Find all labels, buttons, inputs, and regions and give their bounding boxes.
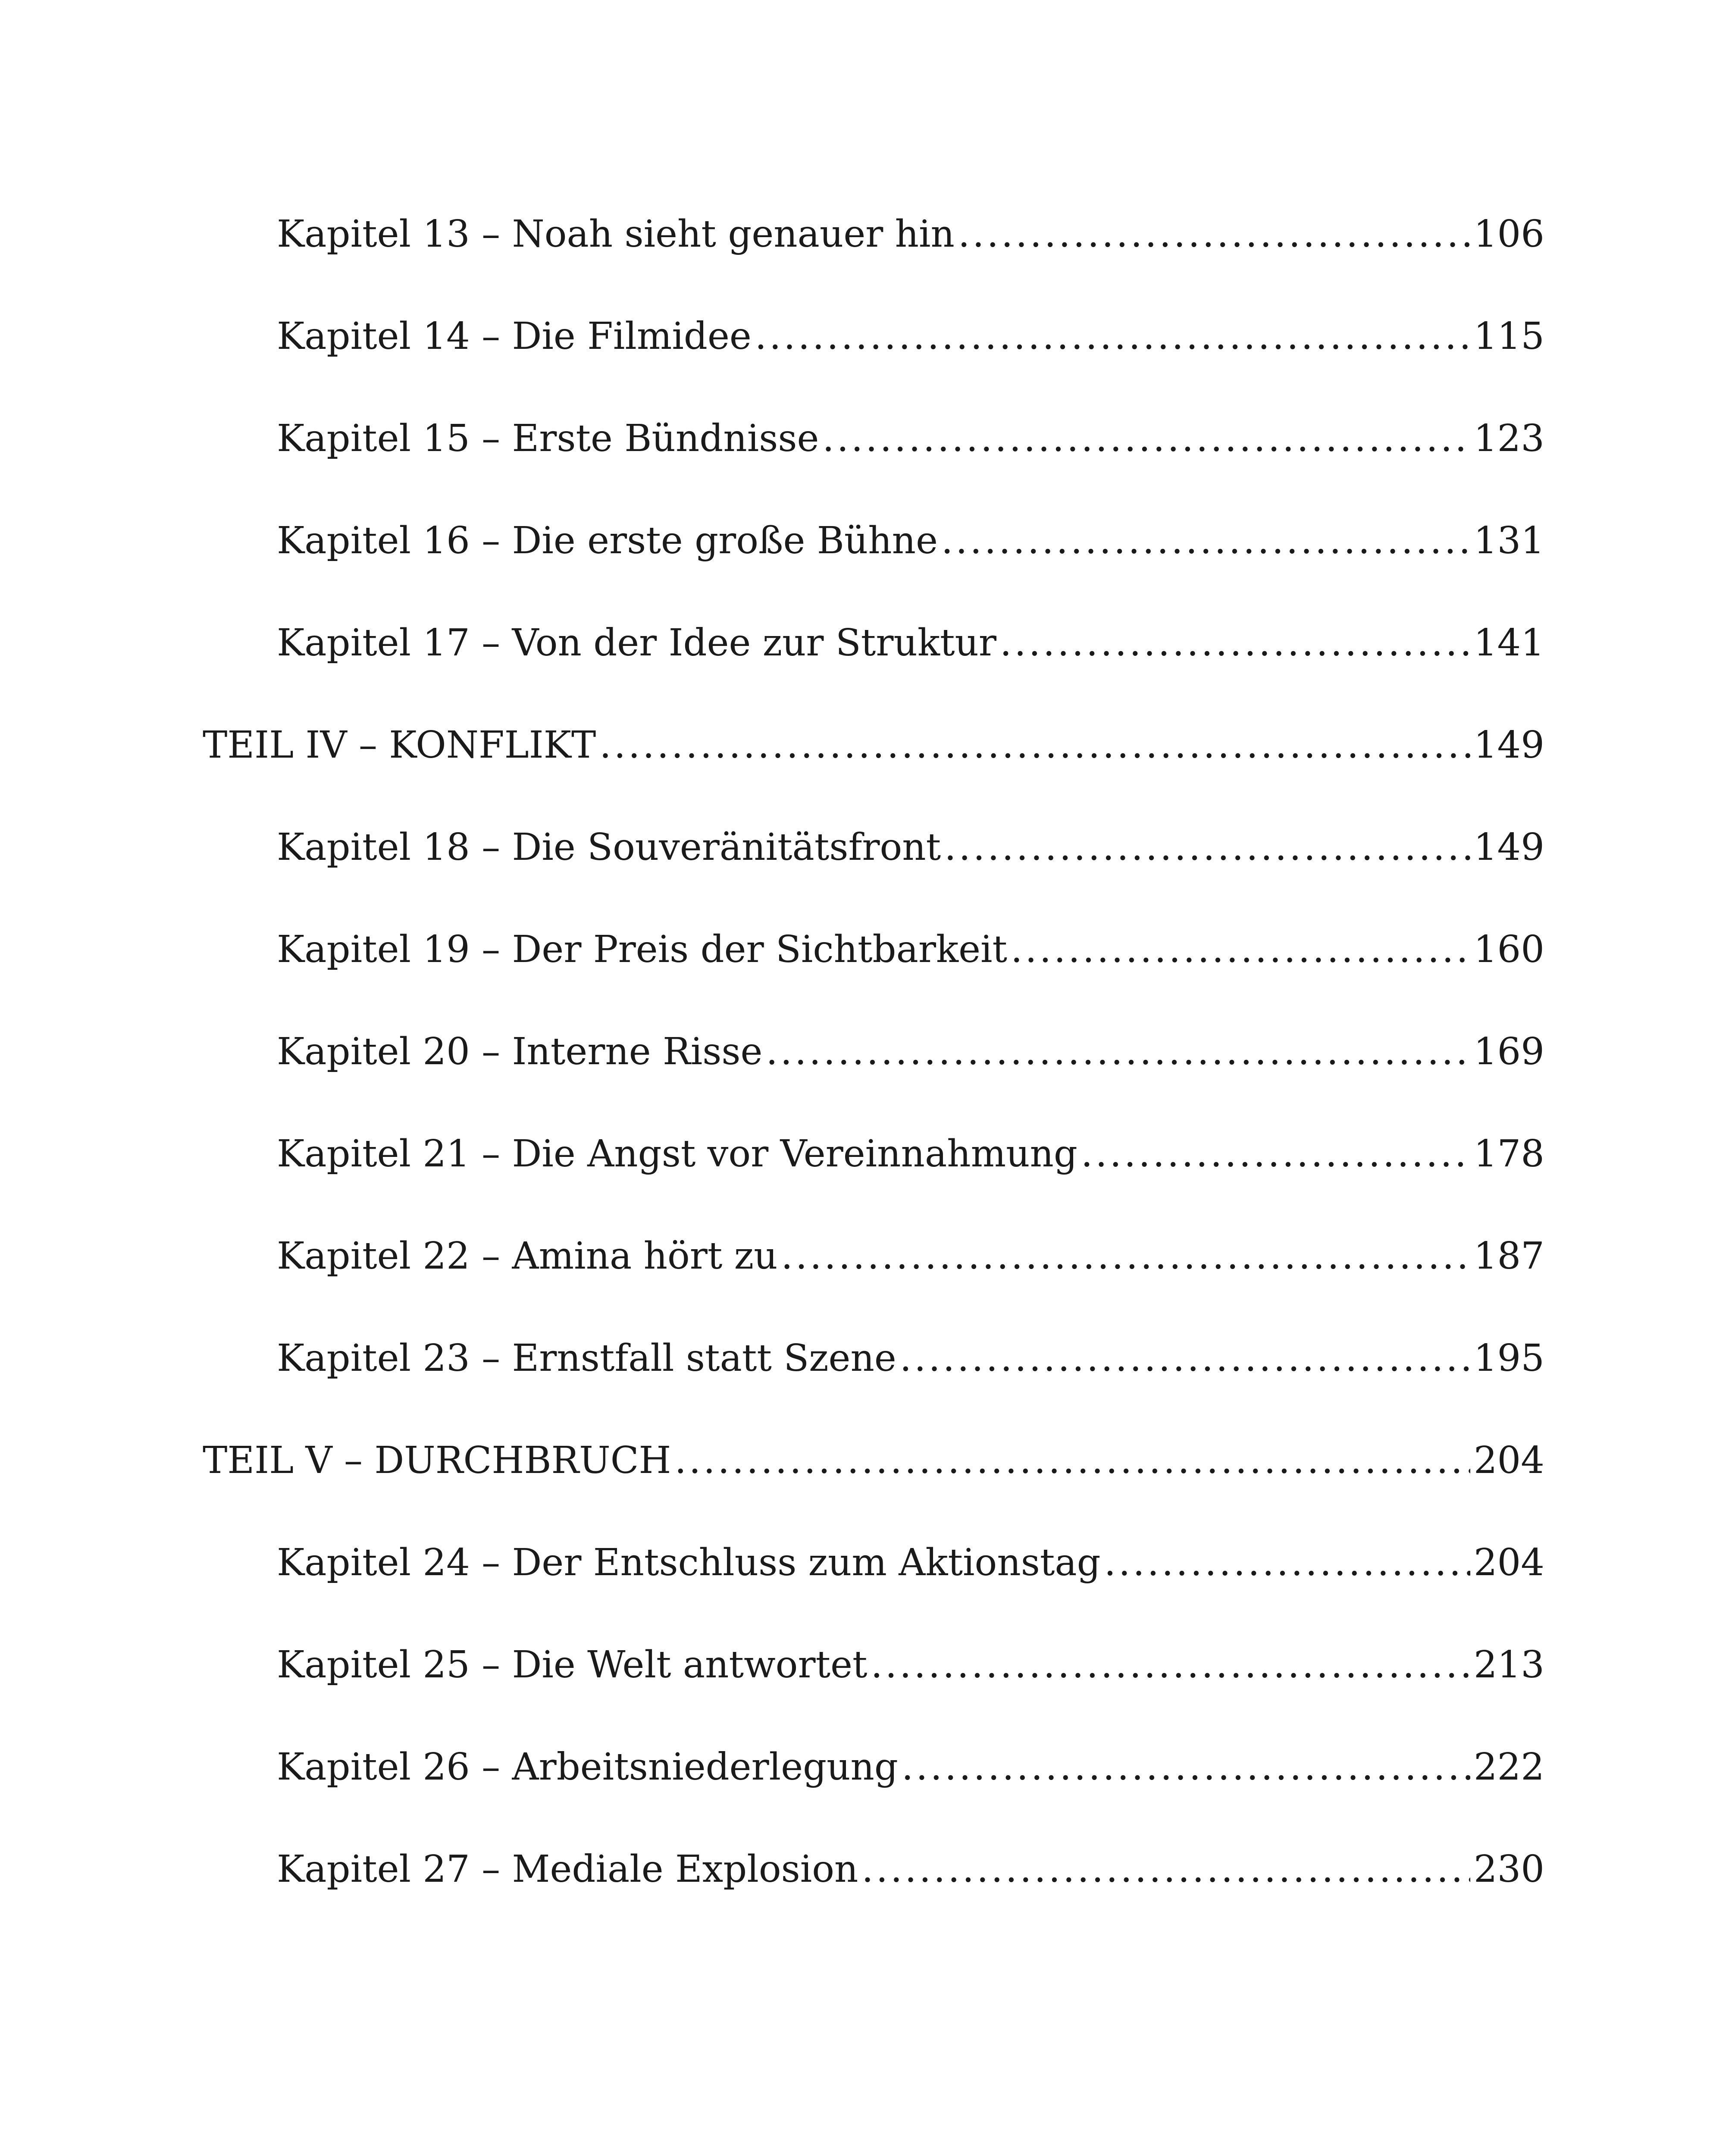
toc-entry-title: Kapitel 14 – Die Filmidee: [277, 315, 752, 358]
dot-leader: [958, 206, 1470, 262]
dot-leader: [861, 1841, 1470, 1897]
toc-entry-chapter-16: [277, 513, 1544, 569]
toc-entry-page: 115: [1473, 315, 1544, 358]
dot-leader: [871, 1637, 1470, 1693]
dot-leader: [599, 717, 1470, 773]
dot-leader: [944, 819, 1470, 875]
toc-entry-page: 149: [1473, 826, 1544, 869]
toc-entry-page: 230: [1473, 1848, 1544, 1891]
toc-entry-title: Kapitel 17 – Von der Idee zur Struktur: [277, 621, 997, 664]
toc-entry-title: Kapitel 25 – Die Welt antwortet: [277, 1643, 868, 1686]
dot-leader: [1000, 615, 1470, 671]
toc-entry-title: Kapitel 18 – Die Souveränitätsfront: [277, 826, 941, 869]
dot-leader: [755, 308, 1470, 364]
toc-entry-chapter-26: [277, 1739, 1544, 1795]
toc-entry-chapter-19: [277, 921, 1544, 978]
toc-entry-title: TEIL V – DURCHBRUCH: [203, 1439, 671, 1482]
toc-entry-page: 195: [1473, 1337, 1544, 1380]
toc-entry-page: 204: [1473, 1541, 1544, 1584]
toc-entry-title: Kapitel 27 – Mediale Explosion: [277, 1848, 858, 1891]
toc-entry-chapter-23: [277, 1330, 1544, 1386]
toc-entry-chapter-21: [277, 1126, 1544, 1182]
dot-leader: [822, 411, 1470, 467]
toc-entry-chapter-20: [277, 1024, 1544, 1080]
toc-entry-title: Kapitel 16 – Die erste große Bühne: [277, 519, 938, 562]
toc-entry-title: Kapitel 22 – Amina hört zu: [277, 1235, 778, 1278]
toc-entry-title: Kapitel 13 – Noah sieht genauer hin: [277, 213, 955, 256]
toc-entry-chapter-18: [277, 819, 1544, 875]
dot-leader: [1104, 1535, 1470, 1591]
toc-entry-page: 222: [1473, 1745, 1544, 1789]
toc-entry-title: Kapitel 19 – Der Preis der Sichtbarkeit: [277, 928, 1008, 971]
toc-entry-part-4: [203, 717, 1544, 773]
toc-entry-page: 160: [1473, 928, 1544, 971]
toc-entry-title: Kapitel 24 – Der Entschluss zum Aktionstag: [277, 1541, 1101, 1584]
toc-entry-chapter-17: [277, 615, 1544, 671]
toc-entry-chapter-13: [277, 206, 1544, 262]
dot-leader: [1081, 1126, 1470, 1182]
toc-entry-page: 141: [1473, 621, 1544, 664]
toc-entry-title: TEIL IV – KONFLIKT: [203, 724, 596, 767]
dot-leader: [902, 1739, 1470, 1795]
toc-entry-page: 204: [1473, 1439, 1544, 1482]
toc-entry-chapter-27: [277, 1841, 1544, 1897]
toc-entry-title: Kapitel 15 – Erste Bündnisse: [277, 417, 819, 460]
toc-entry-part-5: [203, 1432, 1544, 1489]
toc-entry-page: 149: [1473, 724, 1544, 767]
dot-leader: [900, 1330, 1470, 1386]
dot-leader: [941, 513, 1470, 569]
toc-entry-title: Kapitel 26 – Arbeitsniederlegung: [277, 1745, 898, 1789]
toc-entry-title: Kapitel 23 – Ernstfall statt Szene: [277, 1337, 896, 1380]
toc-entry-page: 213: [1473, 1643, 1544, 1686]
toc-entry-page: 123: [1473, 417, 1544, 460]
toc-entry-chapter-25: [277, 1637, 1544, 1693]
toc-entry-page: 131: [1473, 519, 1544, 562]
dot-leader: [1011, 921, 1470, 978]
toc-entry-chapter-14: [277, 308, 1544, 364]
toc-entry-page: 169: [1473, 1030, 1544, 1073]
dot-leader: [766, 1024, 1470, 1080]
toc-entry-title: Kapitel 21 – Die Angst vor Vereinnahmung: [277, 1132, 1077, 1175]
toc-entry-page: 106: [1473, 213, 1544, 256]
toc-entry-page: 178: [1473, 1132, 1544, 1175]
toc-entry-page: 187: [1473, 1235, 1544, 1278]
toc-entry-chapter-15: [277, 411, 1544, 467]
toc-entry-title: Kapitel 20 – Interne Risse: [277, 1030, 763, 1073]
toc-entry-chapter-24: [277, 1535, 1544, 1591]
toc-entry-chapter-22: [277, 1228, 1544, 1284]
dot-leader: [675, 1432, 1470, 1489]
dot-leader: [781, 1228, 1470, 1284]
